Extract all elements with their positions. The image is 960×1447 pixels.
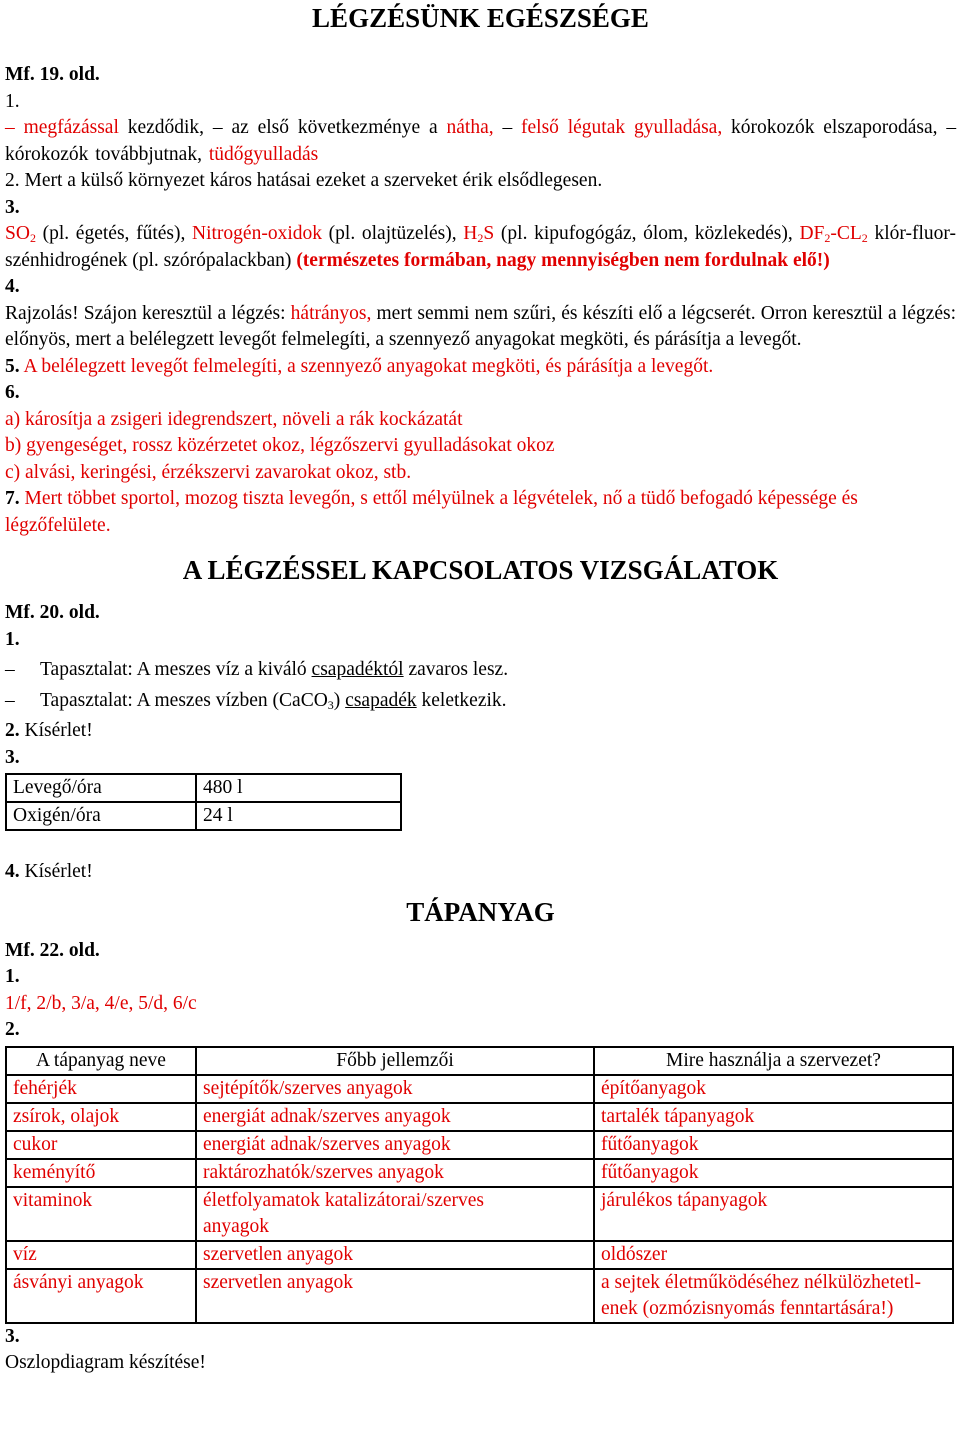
nutrient-table: [5, 1046, 954, 1324]
q1-number: 1.: [5, 90, 20, 112]
s3-q3-text: Oszlopdiagram készítése!: [5, 1352, 206, 1373]
page-ref-19: Mf. 19. old.: [5, 64, 100, 85]
q3-text-c: (pl. kipufogógáz, ólom, közlekedés),: [494, 223, 800, 244]
q6-c: c) alvási, keringési, érzékszervi zavarokat okoz, stb.: [5, 461, 412, 483]
column-header: A tápanyag neve: [6, 1047, 196, 1075]
q4-number: 4.: [5, 276, 20, 297]
q1-part-g: tüdőgyulladás: [208, 143, 319, 165]
q1-part-f: kórokozók elszaporodása, – kórokozók továbbjutnak,: [5, 117, 957, 165]
column-header: Főbb jellemzői: [196, 1047, 594, 1075]
table-row: [6, 802, 401, 830]
q3-answer: [5, 221, 956, 274]
q1-dash1: –: [5, 117, 15, 138]
title-vizsgalatok: A LÉGZÉSSEL KAPCSOLATOS VIZSGÁLATOK: [182, 555, 779, 585]
page-ref-20: Mf. 20. old.: [5, 602, 100, 623]
q1-part-c: az első következménye a: [231, 117, 438, 138]
table-row: [6, 774, 401, 802]
gas-label: Levegő/óra: [6, 774, 196, 802]
gas-table: [5, 773, 402, 831]
q2-answer: 2. Mert a külső környezet káros hatásai ezeket a szerveket érik elsődlegesen.: [5, 170, 603, 191]
gas-value: 24 l: [196, 802, 401, 830]
s2-observation-2: – Tapasztalat: A meszes vízben (CaCO$_3$) csapadék keletkezik.: [5, 689, 507, 712]
q3-text-b: (pl. olajtüzelés),: [322, 223, 464, 244]
q1-part-a: megfázással: [23, 117, 119, 138]
s3-q1-number: 1.: [5, 966, 20, 987]
s2-observation-1: – Tapasztalat: A meszes víz a kiváló csapadéktól zavaros lesz.: [5, 659, 509, 680]
q3-text-d: klór-fluor-szénhidrogének (pl. szórópalackban): [5, 223, 956, 271]
q6-number: 6.: [5, 382, 20, 403]
s2-q4: 4. Kísérlet!: [5, 861, 93, 882]
table-row: vitaminok életfolyamatok katalizátorai/szerves anyagok járulékos tápanyagok: [6, 1187, 953, 1241]
q5-answer: 5. A belélegzett levegőt felmelegíti, a szennyező anyagokat megköti, és párásítja a levegőt.: [5, 355, 714, 377]
document-page: [5, 0, 956, 1377]
table-row: keményítő raktározhatók/szerves anyagok fűtőanyagok: [6, 1159, 953, 1187]
q6-a: a) károsítja a zsigeri idegrendszert, növeli a rák kockázatát: [5, 408, 463, 430]
table-row: cukor energiát adnak/szerves anyagok fűtőanyagok: [6, 1131, 953, 1159]
q3-h2s: $H_2S$: [463, 223, 495, 245]
table-row: ásványi anyagok szervetlen anyagok a sejtek életműködéséhez nélkülözhetetl-enek (ozmózisnyomás fenntartására!): [6, 1269, 953, 1323]
column-header: Mire használja a szervezet?: [594, 1047, 953, 1075]
q1-part-d: nátha,: [446, 117, 494, 138]
q3-text-a: (pl. égetés, fűtés),: [35, 223, 193, 244]
q7-answer: 7. Mert többet sportol, mozog tiszta levegőn, s ettől mélyülnek a légvételek, nő a tüdő befogadó képessége és légzőfelülete.: [5, 488, 858, 536]
q1-answer: [5, 115, 956, 168]
s2-q1-number: 1.: [5, 628, 20, 650]
q1-part-e: felső légutak gyulladása,: [521, 117, 723, 138]
q3-number: 3.: [5, 196, 20, 218]
table-row: víz szervetlen anyagok oldószer: [6, 1241, 953, 1269]
table-row: zsírok, olajok energiát adnak/szerves anyagok tartalék tápanyagok: [6, 1103, 953, 1131]
q3-nitrogen: Nitrogén-oxidok: [192, 223, 322, 244]
s2-q2: 2. Kísérlet!: [5, 720, 93, 741]
s3-q3-number: 3.: [5, 1325, 20, 1347]
page-ref-22: Mf. 22. old.: [5, 939, 100, 961]
table-row: fehérjék sejtépítők/szerves anyagok építőanyagok: [6, 1075, 953, 1103]
table-header-row: [6, 1047, 953, 1075]
q3-note: (természetes formában, nagy mennyiségben nem fordulnak elő!): [296, 249, 830, 271]
q4-answer: Rajzolás! Szájon keresztül a légzés: hátrányos, mert semmi nem szűri, és készíti elő a légcserét. Orron keresztül a légzés: előnyös, mert a belélegzett levegőt felmelegíti, a szennyező anyagokat megköti, és párásítja a levegőt.: [5, 302, 956, 350]
q1-part-b: kezdődik,: [127, 117, 205, 138]
q6-b: b) gyengeséget, rossz közérzetet okoz, légzőszervi gyulladásokat okoz: [5, 435, 555, 456]
gas-label: Oxigén/óra: [6, 802, 196, 830]
s2-q3-number: 3.: [5, 746, 20, 768]
gas-value: 480 l: [196, 774, 401, 802]
s3-q1-answer: 1/f, 2/b, 3/a, 4/e, 5/d, 6/c: [5, 992, 197, 1014]
q1-dash2: –: [212, 117, 223, 138]
title-legzes: LÉGZÉSÜNK EGÉSZSÉGE: [312, 3, 649, 33]
q3-df2cl2: $DF_2-CL_2$: [799, 223, 868, 245]
q1-dash3: –: [502, 117, 513, 138]
s3-q2-number: 2.: [5, 1019, 20, 1040]
title-tapanyag: TÁPANYAG: [406, 896, 555, 927]
q3-so2: $SO_2$: [5, 223, 36, 245]
